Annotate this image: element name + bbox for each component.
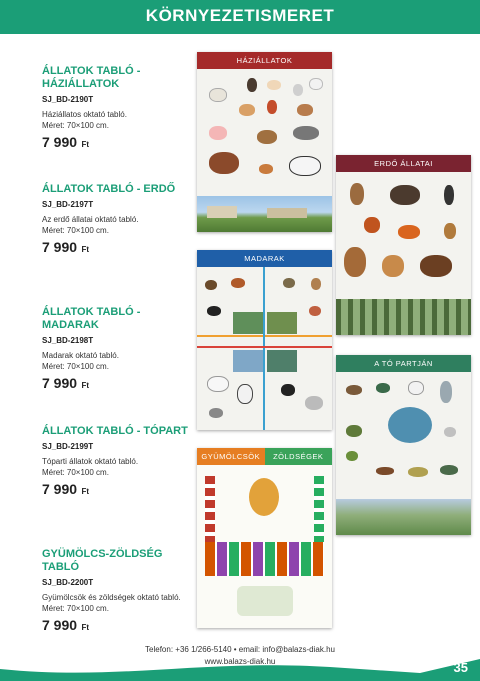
- fox-illustration: [398, 225, 420, 239]
- cat-illustration: [293, 84, 303, 96]
- sheep-illustration: [209, 88, 227, 102]
- product-description: [42, 592, 192, 614]
- habitat-photo: [233, 350, 263, 372]
- product-desc-line: Gyümölcsök és zöldségek oktató tabló.: [42, 593, 181, 602]
- product-gyumolcs-zoldseg: [42, 548, 192, 635]
- product-desc-line: Tóparti állatok oktató tabló.: [42, 457, 139, 466]
- owl-illustration: [311, 278, 321, 290]
- fish-illustration: [408, 467, 428, 477]
- product-desc-line: Az erdő állatai oktató tabló.: [42, 215, 139, 224]
- heron-illustration: [440, 381, 452, 403]
- crayfish-illustration: [376, 467, 394, 475]
- footer-contact: Telefon: +36 1/266-5140 • email: info@balazs-diak.hu: [145, 645, 335, 654]
- pig-illustration: [209, 126, 227, 140]
- product-description: [42, 350, 192, 372]
- bird-illustration: [283, 278, 295, 288]
- forest-scenery: [336, 299, 471, 335]
- price-currency: Ft: [81, 245, 90, 254]
- price-currency: Ft: [81, 381, 90, 390]
- product-title: ÁLLATOK TABLÓ - TÓPART: [42, 425, 188, 437]
- woodpecker-illustration: [444, 185, 454, 205]
- product-size: Méret: 70×100 cm.: [42, 468, 109, 477]
- poster-title: ERDŐ ÁLLATAI: [336, 155, 471, 172]
- habitat-photo: [233, 312, 263, 334]
- habitat-photo: [267, 350, 297, 372]
- divider-vertical: [263, 267, 265, 430]
- page-number: 35: [453, 660, 468, 675]
- pond-illustration: [388, 407, 432, 443]
- product-code: SJ_BD-2198T: [42, 336, 94, 345]
- fish-illustration: [440, 465, 458, 475]
- product-description: [42, 456, 192, 478]
- poster-title-bar: [197, 448, 332, 465]
- price-currency: Ft: [81, 623, 90, 632]
- poster-title-fruits: GYÜMÖLCSÖK: [197, 448, 265, 465]
- product-erdo: [42, 183, 192, 257]
- barn-illustration: [267, 208, 307, 218]
- product-code: SJ_BD-2197T: [42, 200, 94, 209]
- pigeon-illustration: [305, 396, 323, 410]
- poster-madarak: [197, 250, 332, 430]
- swan-illustration: [207, 376, 229, 392]
- rooster-illustration: [267, 100, 277, 114]
- page-title: KÖRNYEZETISMERET: [145, 6, 335, 25]
- product-price: [42, 134, 192, 152]
- crow-illustration: [281, 384, 295, 396]
- product-price: [42, 375, 192, 393]
- poster-gyumolcs-zoldseg: [197, 448, 332, 628]
- product-title: ÁLLATOK TABLÓ - HÁZIÁLLATOK: [42, 65, 141, 90]
- price-currency: Ft: [81, 487, 90, 496]
- product-code: SJ_BD-2200T: [42, 578, 94, 587]
- poster-erdo: [336, 155, 471, 335]
- product-code: SJ_BD-2190T: [42, 95, 94, 104]
- donkey-illustration: [257, 130, 277, 144]
- poster-topart: [336, 355, 471, 535]
- magpie-illustration: [207, 306, 221, 316]
- price-value: 7 990: [42, 617, 78, 633]
- produce-grid: [205, 542, 324, 576]
- footer-website: www.balazs-diak.hu: [204, 657, 276, 666]
- rabbit-illustration: [267, 80, 281, 90]
- hare-illustration: [350, 183, 364, 205]
- price-value: 7 990: [42, 134, 78, 150]
- habitat-photo: [267, 312, 297, 334]
- price-value: 7 990: [42, 239, 78, 255]
- product-price: [42, 239, 192, 257]
- product-size: Méret: 70×100 cm.: [42, 362, 109, 371]
- goose-illustration: [309, 78, 323, 90]
- product-size: Méret: 70×100 cm.: [42, 604, 109, 613]
- product-title: ÁLLATOK TABLÓ - MADARAK: [42, 306, 141, 331]
- price-value: 7 990: [42, 375, 78, 391]
- squirrel-illustration: [364, 217, 380, 233]
- tree-seasons-illustration: [249, 478, 279, 516]
- product-madarak: [42, 306, 192, 393]
- turtle-illustration: [346, 425, 362, 437]
- donkey-grey-illustration: [293, 126, 319, 140]
- duck-illustration: [239, 104, 255, 116]
- lakeside-scenery: [336, 499, 471, 535]
- price-currency: Ft: [81, 140, 90, 149]
- goat-illustration: [297, 104, 313, 116]
- horse-illustration: [209, 152, 239, 174]
- owl-illustration: [444, 223, 456, 239]
- product-haziallatok: [42, 65, 192, 152]
- deer-illustration: [344, 247, 366, 277]
- farmhouse-illustration: [207, 206, 237, 218]
- swan-illustration: [408, 381, 424, 395]
- product-code: SJ_BD-2199T: [42, 442, 94, 451]
- vegetable-column: [314, 476, 324, 546]
- farm-scenery: [197, 196, 332, 232]
- poster-haziallatok: [197, 52, 332, 232]
- product-desc-line: Madarak oktató tabló.: [42, 351, 119, 360]
- product-description: [42, 214, 192, 236]
- bird-illustration: [205, 280, 217, 290]
- poster-title: MADARAK: [197, 250, 332, 267]
- dog-illustration: [247, 78, 257, 92]
- price-value: 7 990: [42, 481, 78, 497]
- product-description: [42, 109, 192, 131]
- divider-horizontal-2: [197, 346, 332, 348]
- bird-illustration: [231, 278, 245, 288]
- cow-illustration: [289, 156, 321, 176]
- product-desc-line: Háziállatos oktató tabló.: [42, 110, 127, 119]
- duck-illustration: [376, 383, 390, 393]
- product-price: [42, 481, 192, 499]
- product-title: GYÜMÖLCS-ZÖLDSÉG TABLÓ: [42, 548, 163, 573]
- bird-illustration: [309, 306, 321, 316]
- poster-title: A TÓ PARTJÁN: [336, 355, 471, 372]
- bird-illustration: [209, 408, 223, 418]
- fruit-column: [205, 476, 215, 546]
- bear-illustration: [420, 255, 452, 277]
- flower-illustration: [444, 427, 456, 437]
- plant-growth-illustration: [237, 586, 293, 616]
- poster-title: HÁZIÁLLATOK: [197, 52, 332, 69]
- frog-illustration: [346, 451, 358, 461]
- product-topart: [42, 425, 192, 499]
- otter-illustration: [346, 385, 362, 395]
- roe-deer-illustration: [382, 255, 404, 277]
- product-title: ÁLLATOK TABLÓ - ERDŐ: [42, 183, 176, 195]
- header-band: [0, 0, 480, 34]
- turkey-illustration: [259, 164, 273, 174]
- product-size: Méret: 70×100 cm.: [42, 226, 109, 235]
- product-price: [42, 617, 192, 635]
- boar-illustration: [390, 185, 420, 205]
- stork-illustration: [237, 384, 253, 404]
- poster-title-vegetables: ZÖLDSÉGEK: [265, 448, 333, 465]
- product-size: Méret: 70×100 cm.: [42, 121, 109, 130]
